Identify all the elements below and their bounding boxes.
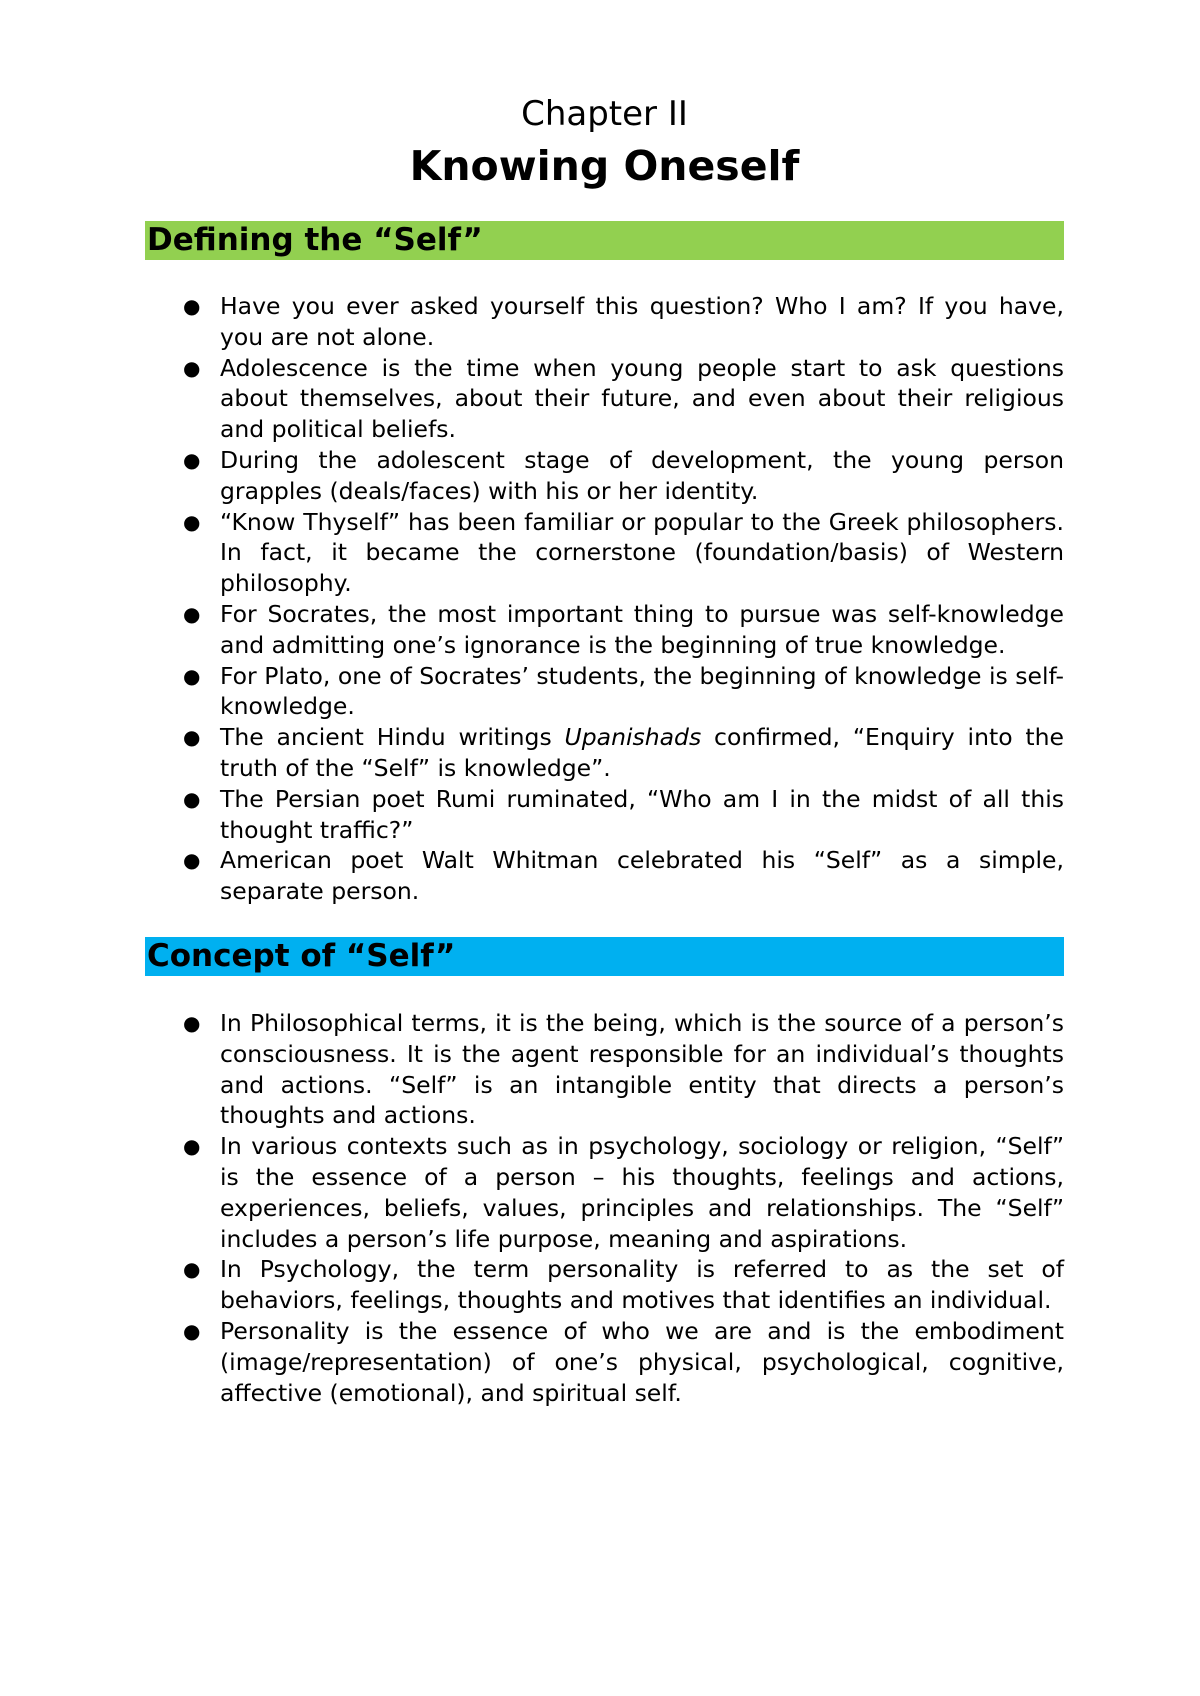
section-heading-concept-of-self: Concept of “Self” — [145, 937, 1064, 976]
bullet-icon: ● — [183, 786, 201, 811]
list-item: ● “Know Thyself” has been familiar or popular to the Greek philosophers. In fact, it became the cornerstone (foundation/basis) of Western philosophy. — [183, 507, 1064, 598]
list-item: ● For Plato, one of Socrates’ students, the beginning of knowledge is self-knowledge. — [183, 661, 1064, 721]
bullet-icon: ● — [183, 355, 201, 380]
bullet-icon: ● — [183, 294, 201, 318]
bullet-icon: ● — [183, 1257, 201, 1282]
page-title: Knowing Oneself — [409, 142, 800, 190]
section-heading-defining-self: Defining the “Self” — [145, 221, 1064, 260]
list-item: ● In various contexts such as in psychology, sociology or religion, “Self” is the essence of a person – his thoughts, feelings and actions, experiences, beliefs, values, principles and relationships. The “Self” includes a person’s life purpose, meaning and aspirations. — [183, 1132, 1064, 1253]
list-item: ● Have you ever asked yourself this question? Who I am? If you have, you are not alone. — [183, 292, 1064, 351]
list-item: ● The Persian poet Rumi ruminated, “Who am I in the midst of all this thought traffic?” — [183, 784, 1064, 844]
bullet-icon: ● — [183, 601, 201, 626]
list-item: ● Personality is the essence of who we are and is the embodiment (image/representation) of one’s physical, psychological, cognitive, affective (emotional), and spiritual self. — [183, 1316, 1064, 1407]
defining-self-list — [145, 291, 1064, 907]
chapter-label: Chapter II — [521, 94, 688, 134]
upanishads-emphasis: Upanishads — [564, 723, 702, 752]
list-item: ● Adolescence is the time when young people start to ask questions about themselves, about their future, and even about their religious and political beliefs. — [183, 353, 1064, 444]
bullet-icon: ● — [183, 663, 201, 688]
list-item: ● The ancient Hindu writings Upanishads confirmed, “Enquiry into the truth of the “Self” is knowledge”. — [183, 723, 1064, 782]
bullet-icon: ● — [183, 1318, 201, 1343]
list-item: ● American poet Walt Whitman celebrated his “Self” as a simple, separate person. — [183, 846, 1064, 906]
list-item: ● In Philosophical terms, it is the being, which is the source of a person’s consciousness. It is the agent responsible for an individual’s thoughts and actions. “Self” is an intangible entity that directs a person’s thoughts and actions. — [183, 1008, 1064, 1130]
list-item: ● In Psychology, the term personality is referred to as the set of behaviors, feelings, thoughts and motives that identifies an individual. — [183, 1255, 1064, 1315]
bullet-icon: ● — [183, 509, 201, 534]
list-item: ● During the adolescent stage of development, the young person grapples (deals/faces) with his or her identity. — [183, 445, 1064, 505]
concept-of-self-list — [145, 1008, 1064, 1408]
bullet-icon: ● — [183, 725, 201, 750]
bullet-icon: ● — [183, 1010, 201, 1035]
bullet-icon: ● — [183, 1134, 201, 1159]
bullet-icon: ● — [183, 447, 201, 472]
bullet-icon: ● — [183, 848, 201, 873]
list-item: ● For Socrates, the most important thing to pursue was self-knowledge and admitting one’s ignorance is the beginning of true knowledge. — [183, 599, 1064, 659]
